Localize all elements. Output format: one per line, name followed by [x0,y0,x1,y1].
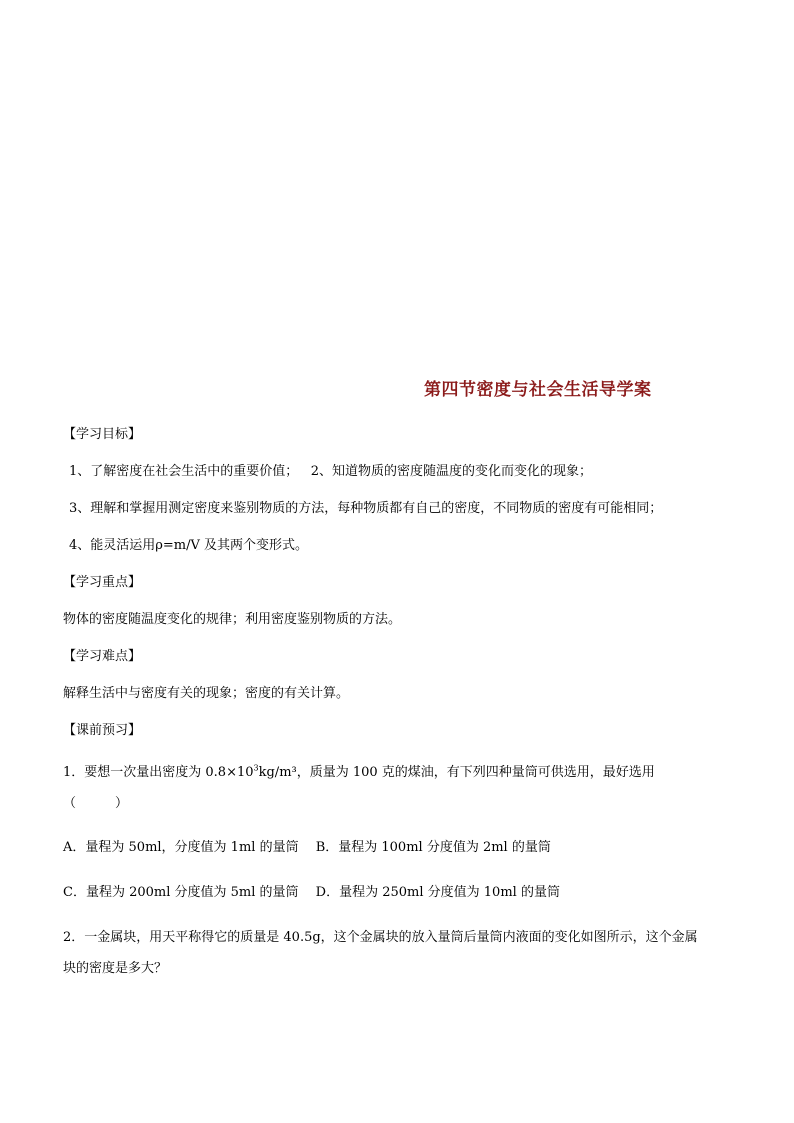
difficulties-text: 解释生活中与密度有关的现象；密度的有关计算。 [63,686,350,701]
document-title: 第四节密度与社会生活导学案 [424,380,652,400]
objective-item-3: 3、理解和掌握用测定密度来鉴别物质的方法，每种物质都有自己的密度，不同物质的密度有可能相同； [69,501,663,516]
objective-spacer [298,464,310,479]
question-1-stem [63,764,655,782]
question-1-options-cd: C．量程为 200ml 分度值为 5ml 的量筒 D．量程为 250ml 分度值为 10ml 的量筒 [63,885,560,900]
key-points-heading: 【学习重点】 [63,575,142,590]
objective-item-2: 2、知道物质的密度随温度的变化而变化的现象； [310,464,592,479]
objectives-heading: 【学习目标】 [63,427,142,442]
preview-heading: 【课前预习】 [63,723,142,738]
objective-item-4: 4、能灵活运用ρ=m/V 及其两个变形式。 [69,538,309,553]
question-1-part2: kg/m³，质量为 100 克的煤油，有下列四种量筒可供选用，最好选用 [258,765,655,780]
question-1-exponent: 3 [253,763,259,773]
question-2-line-1: 2．一金属块，用天平称得它的质量是 40.5g，这个金属块的放入量筒后量筒内液面的变化如图所示，这个金属 [63,930,698,945]
objective-item-1: 1、了解密度在社会生活中的重要价值； [69,464,299,479]
objective-item-1-2 [69,463,592,481]
question-2-line-2: 块的密度是多大？ [63,961,168,976]
question-1-part1: 1．要想一次量出密度为 0.8×10 [63,765,254,780]
difficulties-heading: 【学习难点】 [63,649,142,664]
question-1-answer-paren: （ ） [63,796,129,811]
question-1-options-ab: A．量程为 50ml，分度值为 1ml 的量筒 B．量程为 100ml 分度值为 2ml 的量筒 [63,840,551,855]
key-points-text: 物体的密度随温度变化的规律；利用密度鉴别物质的方法。 [63,612,402,627]
